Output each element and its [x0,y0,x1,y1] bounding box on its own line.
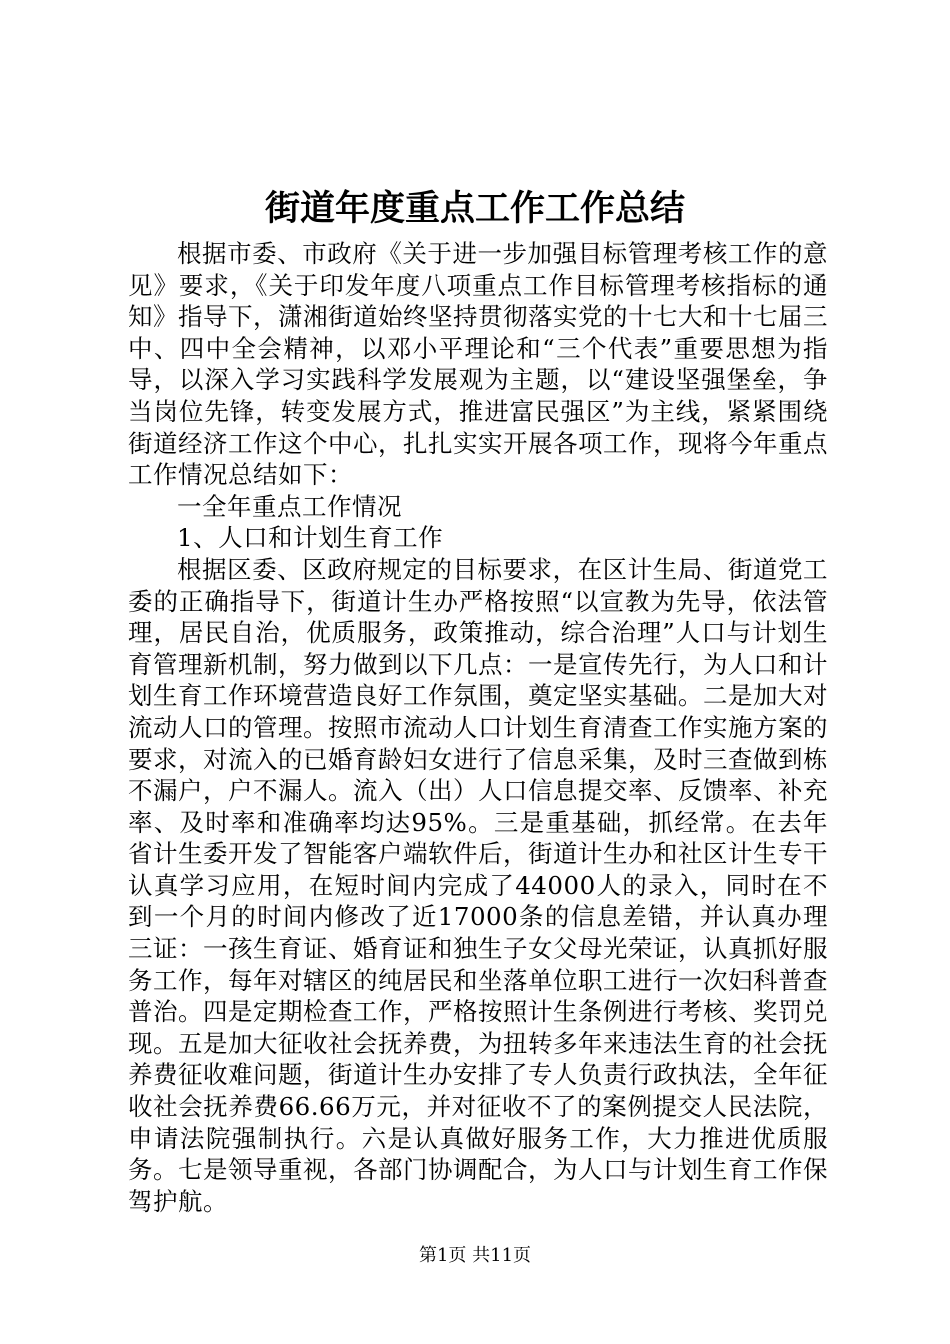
page-footer: 第1页 共11页 [418,1245,532,1266]
document-body [128,238,828,1217]
intro-paragraph: 根据市委、市政府《关于进一步加强目标管理考核工作的意见》要求，《关于印发年度八项重点工作目标管理考核指标的通知》指导下，潇湘街道始终坚持贯彻落实党的十七大和十七届三中、四中全会精神，以邓小平理论和“三个代表”重要思想为指导，以深入学习实践科学发展观为主题，以“建设坚强堡垒，争当岗位先锋，转变发展方式，推进富民强区”为主线，紧紧围绕街道经济工作这个中心，扎扎实实开展各项工作，现将今年重点工作情况总结如下： [128,239,828,490]
subsection-heading: 1、人口和计划生育工作 [177,523,444,553]
body-paragraph: 根据区委、区政府规定的目标要求，在区计生局、街道党工委的正确指导下，街道计生办严格按照“以宣教为先导，依法管理，居民自治，优质服务，政策推动，综合治理”人口与计划生育管理新机制，努力做到以下几点：一是宣传先行，为人口和计划生育工作环境营造良好工作氛围，奠定坚实基础。二是加大对流动人口的管理。按照市流动人口计划生育清查工作实施方案的要求，对流入的已婚育龄妇女进行了信息采集，及时三查做到栋不漏户，户不漏人。流入（出）人口信息提交率、反馈率、补充率、及时率和准确率均达95%。三是重基础，抓经常。在去年省计生委开发了智能客户端软件后，街道计生办和社区计生专干认真学习应用，在短时间内完成了44000人的录入，同时在不到一个月的时间内修改了近17000条的信息差错，并认真办理三证：一孩生育证、婚育证和独生子女父母光荣证，认真抓好服务工作，每年对辖区的纯居民和坐落单位职工进行一次妇科普查普治。四是定期检查工作，严格按照计生条例进行考核、奖罚兑现。五是加大征收社会抚养费，为扭转多年来违法生育的社会抚养费征收难问题，街道计生办安排了专人负责行政执法，全年征收社会抚养费66.66万元，并对征收不了的案例提交人民法院，申请法院强制执行。六是认真做好服务工作，大力推进优质服务。七是领导重视，各部门协调配合，为人口与计划生育工作保驾护航。 [128,554,828,1216]
section-heading: 一全年重点工作情况 [177,491,402,521]
document-title: 街道年度重点工作工作总结 [264,188,685,229]
